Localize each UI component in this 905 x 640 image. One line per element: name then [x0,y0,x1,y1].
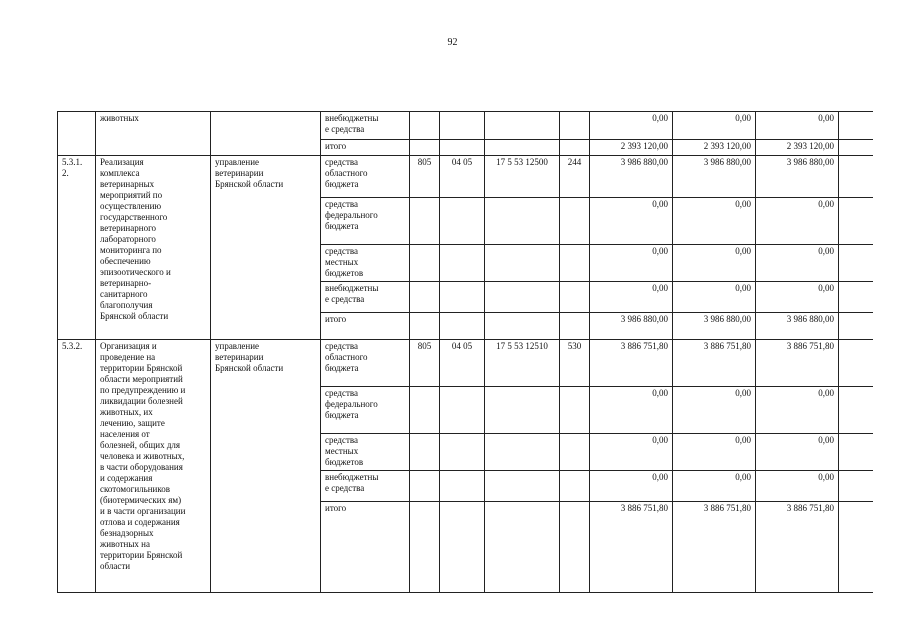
amount-year-1: 3 886 751,80 [590,340,673,387]
table-row [58,112,873,140]
amount-year-2: 0,00 [673,434,756,471]
amount-year-1: 0,00 [590,198,673,245]
section-code: 04 05 [440,340,485,387]
measure-name: животных [96,112,211,156]
funding-source: итого [321,140,410,156]
funding-source: средства областного бюджета [321,340,410,387]
measure-name: Реализация комплекса ветеринарных мероприятий по осуществлению государственного ветеринарного лабораторного мониторинга по обеспечению эпизоотического и ветеринарно- санитарного благополучия Брянской области [96,156,211,340]
amount-year-1: 0,00 [590,112,673,140]
funding-source: средства местных бюджетов [321,434,410,471]
amount-year-2: 3 886 751,80 [673,340,756,387]
amount-year-3: 3 886 751,80 [756,502,839,593]
amount-year-2: 0,00 [673,245,756,282]
amount-year-3: 0,00 [756,282,839,313]
amount-year-3: 0,00 [756,245,839,282]
target-article-code: 17 5 53 12510 [485,340,560,387]
expense-type-code: 244 [560,156,590,198]
target-article-code: 17 5 53 12500 [485,156,560,198]
grbs-code: 805 [410,156,440,198]
amount-year-2: 0,00 [673,112,756,140]
measure-name: Организация и проведение на территории Брянской области мероприятий по предупреждению и ликвидации болезней животных, их лечению, защите населения от болезней, общих для человека и животных, в части оборудования и содержания скотомогильников (биотермических ям) и в части организации отлова и содержания безнадзорных животных на территории Брянской области [96,340,211,593]
amount-year-3: 0,00 [756,434,839,471]
amount-year-3: 3 986 880,00 [756,156,839,198]
amount-year-1: 0,00 [590,471,673,502]
amount-year-2: 3 886 751,80 [673,502,756,593]
amount-year-3: 3 986 880,00 [756,313,839,340]
funding-source: средства областного бюджета [321,156,410,198]
funding-source: итого [321,502,410,593]
amount-year-3: 0,00 [756,198,839,245]
amount-year-1: 0,00 [590,434,673,471]
table-row [58,156,873,198]
amount-year-1: 0,00 [590,387,673,434]
amount-year-2: 0,00 [673,282,756,313]
table-row [58,340,873,387]
executor: управление ветеринарии Брянской области [211,156,321,340]
funding-source: внебюджетны е средства [321,282,410,313]
amount-year-3: 3 886 751,80 [756,340,839,387]
amount-year-3: 0,00 [756,471,839,502]
grbs-code: 805 [410,340,440,387]
amount-year-2: 0,00 [673,198,756,245]
amount-year-1: 0,00 [590,245,673,282]
amount-year-3: 0,00 [756,387,839,434]
amount-year-2: 3 986 880,00 [673,313,756,340]
amount-year-1: 3 986 880,00 [590,313,673,340]
amount-year-2: 3 986 880,00 [673,156,756,198]
amount-year-1: 3 986 880,00 [590,156,673,198]
amount-year-3: 0,00 [756,112,839,140]
funding-source: внебюджетны е средства [321,471,410,502]
amount-year-1: 2 393 120,00 [590,140,673,156]
measure-number: 5.3.1. 2. [58,156,96,340]
page-number: 92 [447,37,458,48]
amount-year-2: 0,00 [673,471,756,502]
funding-source: средства федерального бюджета [321,198,410,245]
funding-source: средства федерального бюджета [321,387,410,434]
funding-source: внебюджетны е средства [321,112,410,140]
amount-year-3: 2 393 120,00 [756,140,839,156]
expense-type-code: 530 [560,340,590,387]
executor: управление ветеринарии Брянской области [211,340,321,593]
amount-year-1: 0,00 [590,282,673,313]
amount-year-1: 3 886 751,80 [590,502,673,593]
amount-year-2: 0,00 [673,387,756,434]
section-code: 04 05 [440,156,485,198]
funding-source: средства местных бюджетов [321,245,410,282]
budget-table [57,111,873,593]
measure-number: 5.3.2. [58,340,96,593]
amount-year-2: 2 393 120,00 [673,140,756,156]
funding-source: итого [321,313,410,340]
